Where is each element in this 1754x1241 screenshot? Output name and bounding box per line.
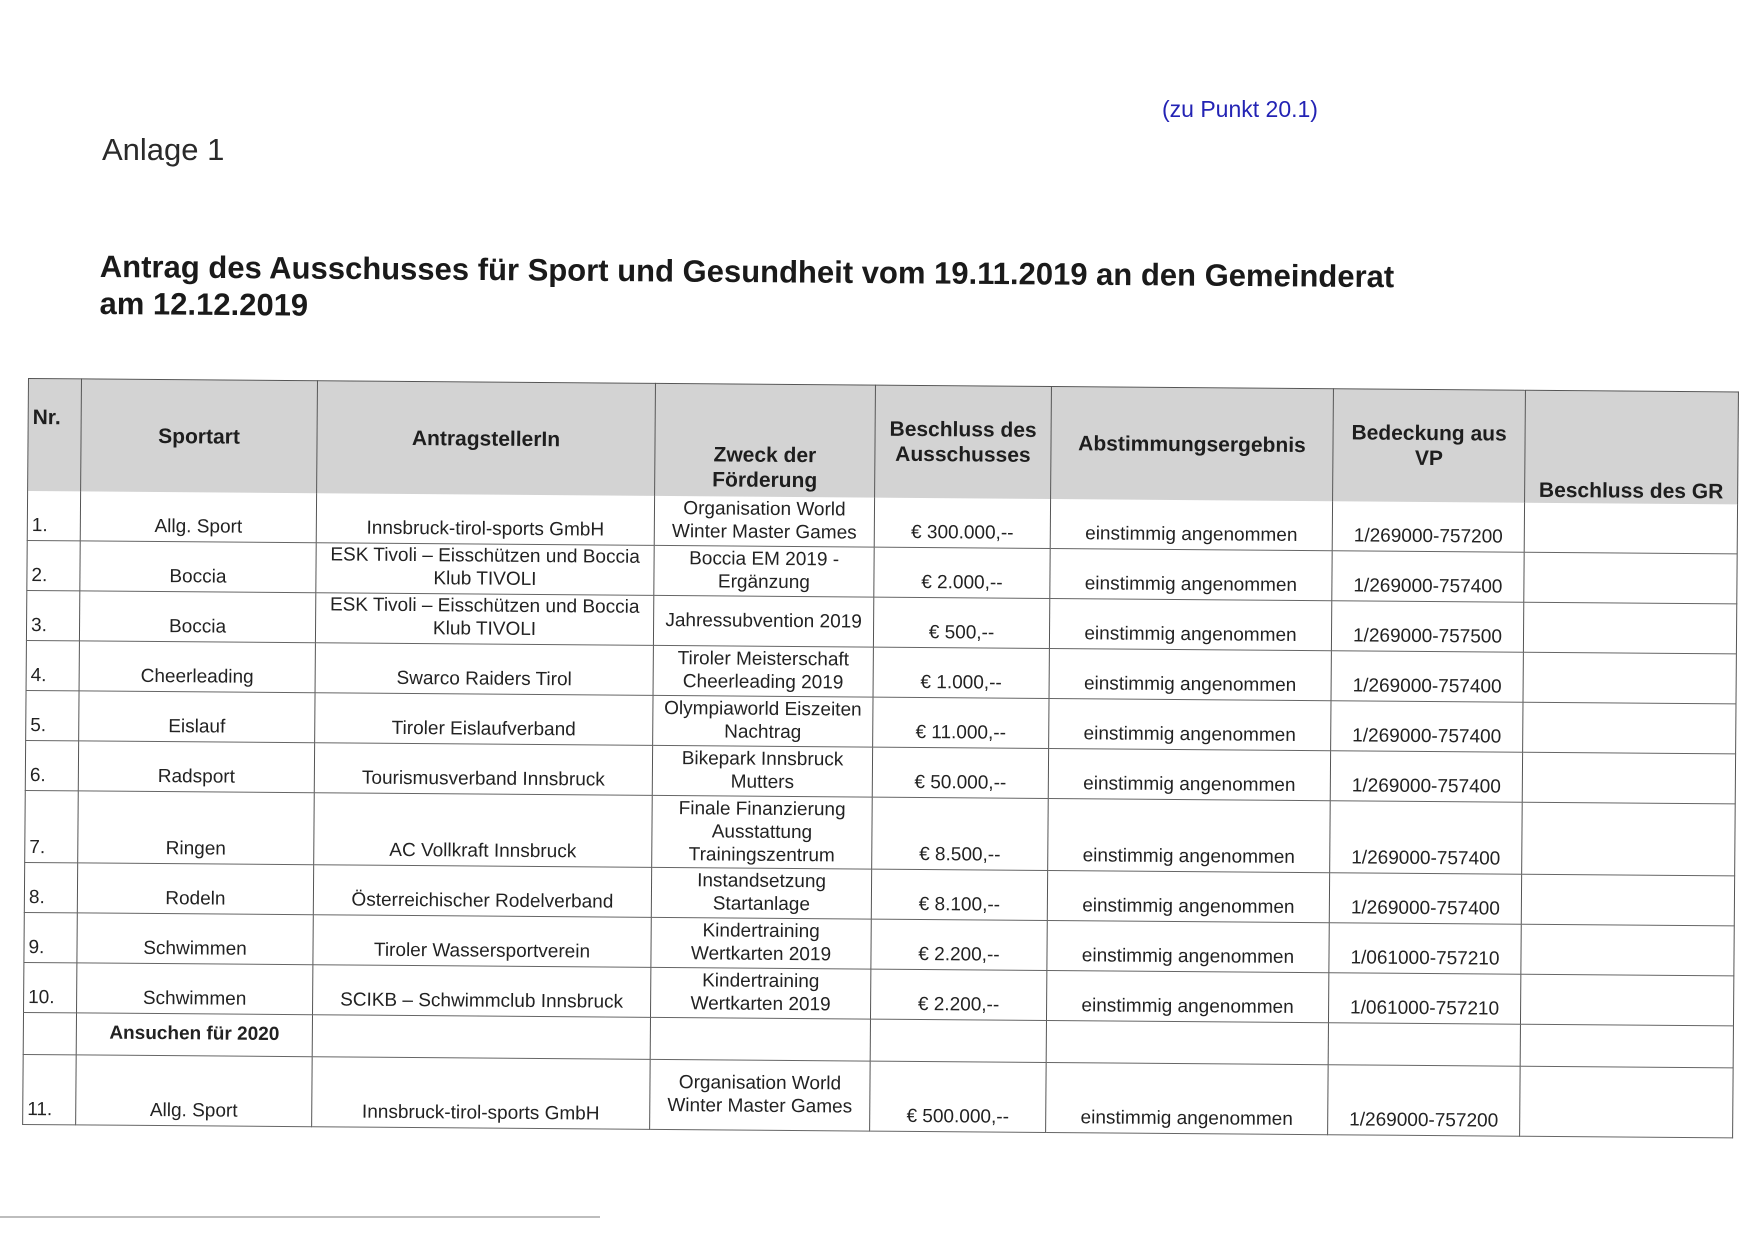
header-beschluss-ausschuss: Beschluss des Ausschusses xyxy=(875,385,1052,499)
cell-nr: 5. xyxy=(26,690,79,740)
cell-bedeckung: 1/269000-757400 xyxy=(1330,801,1523,875)
cell-beschluss-gr xyxy=(1521,874,1734,926)
cell-antragstellerin: Innsbruck-tirol-sports GmbH xyxy=(316,493,654,545)
cell-sportart: Radsport xyxy=(78,741,314,793)
cell-zweck: Kindertraining Wertkarten 2019 xyxy=(651,917,871,969)
cell-sportart: Allg. Sport xyxy=(76,1055,313,1127)
cell-antragstellerin: AC Vollkraft Innsbruck xyxy=(314,793,653,868)
cell-beschluss-gr xyxy=(1523,602,1736,654)
cell-beschluss-gr xyxy=(1524,503,1737,554)
header-bedeckung: Bedeckung aus VP xyxy=(1333,389,1526,503)
empty-cell xyxy=(1328,1023,1520,1067)
cell-beschluss-betrag: € 300.000,-- xyxy=(874,498,1050,549)
cell-abstimmungsergebnis: einstimmig angenommen xyxy=(1050,499,1332,551)
cell-abstimmungsergebnis: einstimmig angenommen xyxy=(1047,871,1329,923)
header-nr: Nr. xyxy=(28,379,82,492)
cell-antragstellerin: Swarco Raiders Tirol xyxy=(315,643,653,696)
cell-abstimmungsergebnis: einstimmig angenommen xyxy=(1048,799,1331,873)
cell-antragstellerin: Tiroler Eislaufverband xyxy=(315,693,653,746)
cell-beschluss-gr xyxy=(1522,752,1735,804)
cell-abstimmungsergebnis: einstimmig angenommen xyxy=(1048,749,1330,801)
cell-bedeckung: 1/269000-757400 xyxy=(1332,551,1524,603)
cell-zweck: Bikepark Innsbruck Mutters xyxy=(652,745,872,797)
cell-zweck: Tiroler Meisterschaft Cheerleading 2019 xyxy=(653,645,873,697)
cell-bedeckung: 1/269000-757200 xyxy=(1328,1065,1521,1137)
cell-beschluss-gr xyxy=(1520,1066,1734,1138)
cell-abstimmungsergebnis: einstimmig angenommen xyxy=(1049,649,1331,701)
cell-beschluss-gr xyxy=(1524,552,1737,604)
cell-beschluss-gr xyxy=(1522,802,1736,876)
cell-bedeckung: 1/269000-757400 xyxy=(1331,701,1523,753)
cell-zweck: Boccia EM 2019 - Ergänzung xyxy=(654,545,874,597)
cell-zweck: Olympiaworld Eiszeiten Nachtrag xyxy=(653,695,873,747)
cell-abstimmungsergebnis: einstimmig angenommen xyxy=(1046,1063,1329,1135)
header-antragstellerin: AntragstellerIn xyxy=(317,381,656,496)
cell-abstimmungsergebnis: einstimmig angenommen xyxy=(1047,921,1329,973)
cell-beschluss-betrag: € 50.000,-- xyxy=(872,747,1048,798)
cell-beschluss-betrag: € 8.100,-- xyxy=(871,869,1047,920)
cell-antragstellerin: Tiroler Wassersportverein xyxy=(313,915,651,968)
cell-beschluss-betrag: € 8.500,-- xyxy=(872,797,1049,870)
cell-beschluss-gr xyxy=(1521,924,1734,976)
cell-nr: 10. xyxy=(24,962,77,1012)
cell-beschluss-betrag: € 1.000,-- xyxy=(873,647,1049,698)
cell-bedeckung: 1/061000-757210 xyxy=(1328,973,1520,1025)
cell-zweck: Jahressubvention 2019 xyxy=(653,595,873,647)
grant-table xyxy=(22,378,1739,1138)
cell-beschluss-betrag: € 11.000,-- xyxy=(873,697,1049,748)
cell-nr: 3. xyxy=(26,590,79,640)
cell-sportart: Cheerleading xyxy=(79,641,315,693)
cell-nr: 11. xyxy=(23,1054,77,1124)
cell-nr: 8. xyxy=(24,862,77,912)
cell-bedeckung: 1/269000-757400 xyxy=(1329,873,1521,925)
table-row xyxy=(23,1054,1733,1137)
page-title: Antrag des Ausschusses für Sport und Gesundheit vom 19.11.2019 an den Gemeinderat am 12.12.2019 xyxy=(99,248,1395,323)
empty-cell xyxy=(870,1019,1046,1062)
cell-beschluss-betrag: € 2.200,-- xyxy=(871,919,1047,970)
cell-sportart: Ringen xyxy=(78,791,315,865)
cell-nr: 7. xyxy=(25,790,79,862)
cell-beschluss-betrag: € 500.000,-- xyxy=(870,1061,1047,1132)
empty-cell xyxy=(1046,1021,1328,1065)
cell-beschluss-betrag: € 500,-- xyxy=(873,597,1049,648)
cell-beschluss-gr xyxy=(1523,652,1736,704)
cell-bedeckung: 1/269000-757500 xyxy=(1331,601,1523,653)
cell-sportart: Boccia xyxy=(80,541,316,593)
cell-abstimmungsergebnis: einstimmig angenommen xyxy=(1049,699,1331,751)
cell-antragstellerin: Innsbruck-tirol-sports GmbH xyxy=(312,1057,651,1130)
cell-zweck: Organisation World Winter Master Games xyxy=(654,496,874,547)
empty-cell xyxy=(23,1012,76,1054)
cell-zweck: Organisation World Winter Master Games xyxy=(650,1059,871,1131)
cell-bedeckung: 1/061000-757210 xyxy=(1329,923,1521,975)
cell-sportart: Schwimmen xyxy=(77,913,313,965)
header-zweck: Zweck der Förderung xyxy=(655,383,876,497)
table-header-row xyxy=(28,379,1739,505)
header-beschluss-gr: Beschluss des GR xyxy=(1525,390,1739,504)
cell-abstimmungsergebnis: einstimmig angenommen xyxy=(1046,971,1328,1023)
cell-antragstellerin: Österreichischer Rodelverband xyxy=(313,865,651,918)
section-label: Ansuchen für 2020 xyxy=(76,1013,312,1057)
grant-table-container xyxy=(22,378,1739,1138)
cell-abstimmungsergebnis: einstimmig angenommen xyxy=(1050,549,1332,601)
cell-nr: 1. xyxy=(27,491,80,541)
header-abstimmung: Abstimmungsergebnis xyxy=(1051,387,1334,502)
cell-nr: 2. xyxy=(27,540,80,590)
cell-nr: 9. xyxy=(24,912,77,962)
cell-antragstellerin: ESK Tivoli – Eisschützen und Boccia Klub TIVOLI xyxy=(316,543,654,596)
cell-sportart: Boccia xyxy=(79,591,315,643)
empty-cell xyxy=(312,1015,650,1060)
empty-cell xyxy=(650,1017,870,1061)
agenda-reference: (zu Punkt 20.1) xyxy=(1162,96,1318,122)
cell-beschluss-gr xyxy=(1520,974,1733,1026)
table-body xyxy=(23,491,1738,1138)
cell-bedeckung: 1/269000-757200 xyxy=(1332,501,1524,552)
cell-abstimmungsergebnis: einstimmig angenommen xyxy=(1049,599,1331,651)
cell-beschluss-betrag: € 2.200,-- xyxy=(870,969,1046,1020)
cell-antragstellerin: ESK Tivoli – Eisschützen und Boccia Klub TIVOLI xyxy=(315,593,653,646)
cell-beschluss-betrag: € 2.000,-- xyxy=(874,547,1050,598)
cell-sportart: Eislauf xyxy=(79,691,315,743)
empty-cell xyxy=(1520,1024,1733,1068)
cell-bedeckung: 1/269000-757400 xyxy=(1330,751,1522,803)
cell-nr: 4. xyxy=(26,640,79,690)
table-row xyxy=(25,790,1736,875)
cell-sportart: Allg. Sport xyxy=(80,491,316,542)
cell-sportart: Rodeln xyxy=(77,863,313,915)
cell-zweck: Finale Finanzierung Ausstattung Trainingszentrum xyxy=(652,795,873,869)
cell-zweck: Instandsetzung Startanlage xyxy=(651,867,871,919)
cell-beschluss-gr xyxy=(1523,702,1736,754)
cell-bedeckung: 1/269000-757400 xyxy=(1331,651,1523,703)
attachment-label: Anlage 1 xyxy=(102,132,225,167)
cell-zweck: Kindertraining Wertkarten 2019 xyxy=(650,967,870,1019)
footer-rule xyxy=(0,1216,600,1218)
cell-sportart: Schwimmen xyxy=(77,963,313,1015)
cell-antragstellerin: Tourismusverband Innsbruck xyxy=(314,743,652,796)
cell-nr: 6. xyxy=(25,740,78,790)
cell-antragstellerin: SCIKB – Schwimmclub Innsbruck xyxy=(313,965,651,1018)
header-sportart: Sportart xyxy=(81,379,318,493)
